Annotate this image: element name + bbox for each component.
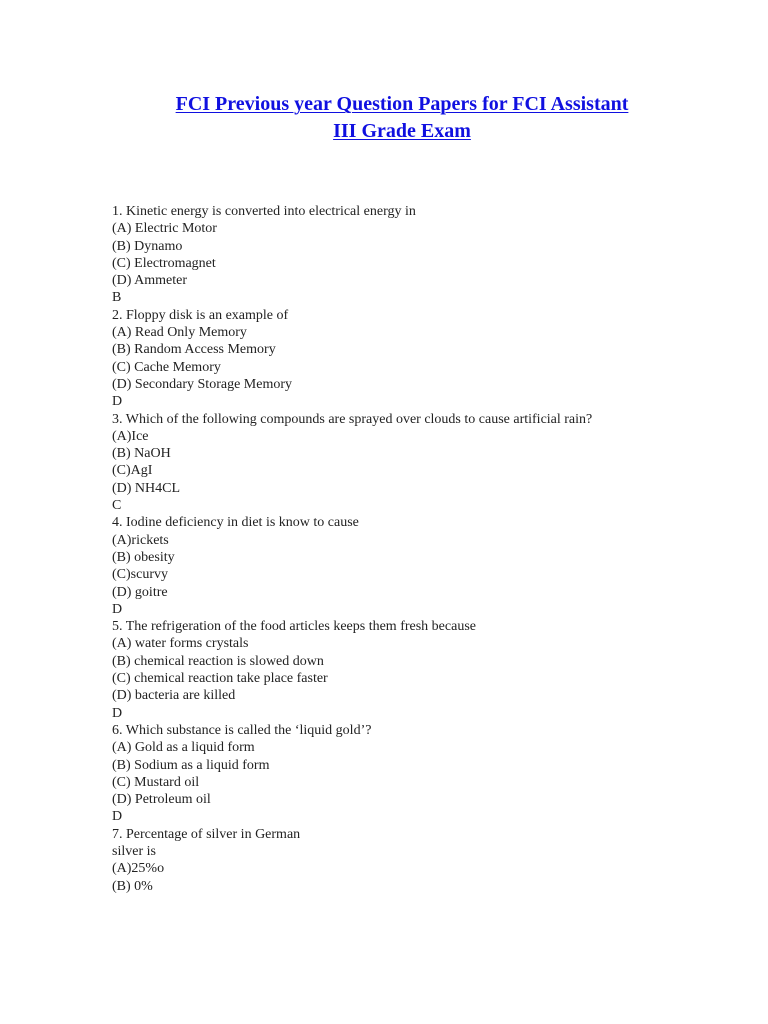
text-line: (A)rickets	[112, 532, 169, 548]
text-line: (C)scurvy	[112, 567, 168, 583]
text-line: (B) Sodium as a liquid form	[112, 757, 270, 773]
text-line: (D) Secondary Storage Memory	[112, 376, 293, 392]
text-line: D	[112, 809, 123, 825]
text-line: (A) Read Only Memory	[112, 325, 247, 341]
text-line: 4. Iodine deficiency in diet is know to cause	[112, 515, 359, 531]
text-line: (C) Mustard oil	[112, 774, 200, 790]
text-line: (B) NaOH	[112, 446, 171, 462]
text-line: 7. Percentage of silver in German	[112, 826, 301, 842]
text-line: 5. The refrigeration of the food articles keeps them fresh because	[112, 619, 476, 635]
document-title-link[interactable]	[60, 91, 744, 145]
text-line: (C) chemical reaction take place faster	[112, 671, 328, 687]
text-line: silver is	[112, 843, 156, 859]
text-line: (D) Ammeter	[112, 273, 188, 289]
text-line: (B) Dynamo	[112, 238, 183, 254]
text-line: 1. Kinetic energy is converted into electrical energy in	[112, 204, 416, 219]
title-line-1[interactable]: FCI Previous year Question Papers for FCI Assistant	[175, 93, 629, 115]
text-line: (A)25%o	[112, 861, 165, 877]
text-line: (D) Petroleum oil	[112, 792, 211, 808]
text-line: D	[112, 601, 123, 617]
text-line: 6. Which substance is called the ‘liquid gold’?	[112, 722, 372, 738]
text-line: 2. Floppy disk is an example of	[112, 307, 289, 323]
text-line: (B) 0%	[112, 878, 153, 894]
text-line: (B) obesity	[112, 549, 175, 565]
text-line: (A) Electric Motor	[112, 221, 217, 237]
text-line: (C) Electromagnet	[112, 255, 216, 271]
text-line: (C) Cache Memory	[112, 359, 221, 375]
text-line: (D) bacteria are killed	[112, 688, 236, 704]
text-line: (C)AgI	[112, 463, 153, 479]
text-line: (A)Ice	[112, 428, 149, 444]
text-line: (B) chemical reaction is slowed down	[112, 653, 324, 669]
text-line: (D) NH4CL	[112, 480, 181, 496]
text-line: 3. Which of the following compounds are sprayed over clouds to cause artificial rain?	[112, 411, 593, 427]
title-line-2[interactable]: III Grade Exam	[333, 120, 471, 142]
question-list	[112, 203, 732, 895]
text-line: D	[112, 394, 123, 410]
text-line: (A) water forms crystals	[112, 636, 249, 652]
text-line: (A) Gold as a liquid form	[112, 740, 255, 756]
text-line: D	[112, 705, 123, 721]
text-line: (B) Random Access Memory	[112, 342, 276, 358]
text-line: (D) goitre	[112, 584, 168, 600]
text-line: C	[112, 498, 122, 514]
text-line: B	[112, 290, 122, 306]
